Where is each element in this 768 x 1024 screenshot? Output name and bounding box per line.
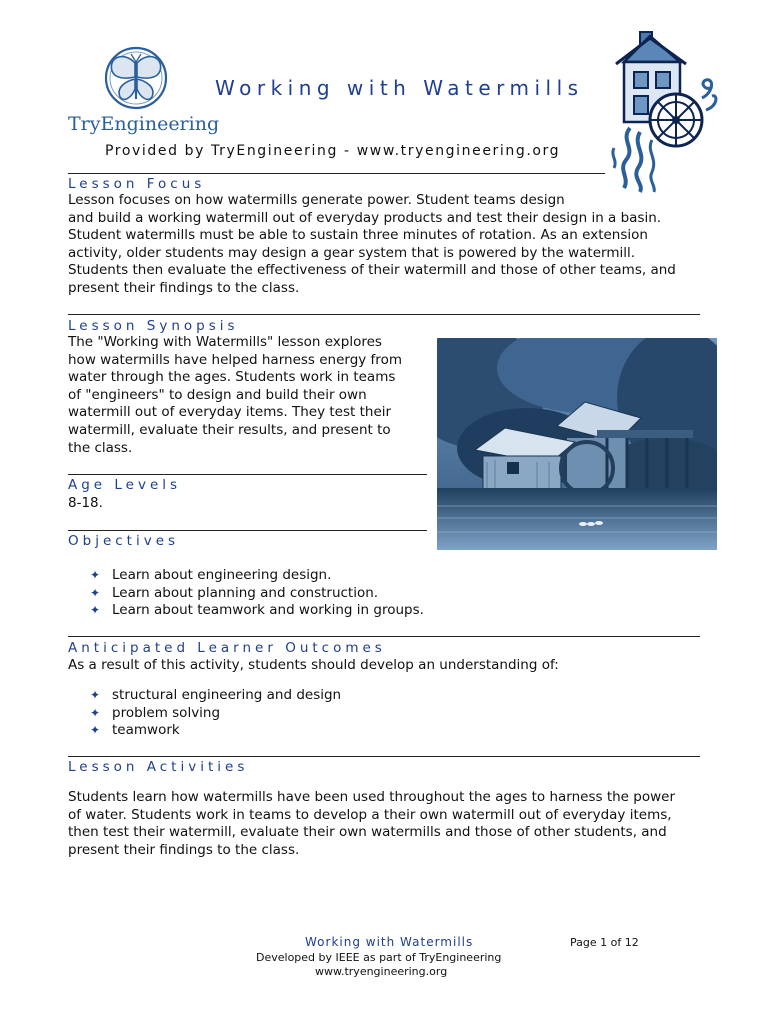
text-line: the class.: [68, 439, 133, 456]
list-item: [90, 722, 341, 740]
text-line: Students learn how watermills have been used throughout the ages to harness the power: [68, 789, 675, 805]
list-item-text: Learn about teamwork and working in groups.: [112, 602, 424, 619]
text-line: present their findings to the class.: [68, 279, 300, 296]
list-item-text: Learn about planning and construction.: [112, 584, 379, 601]
watermill-icon: [610, 28, 722, 194]
text-line: present their findings to the class.: [68, 841, 300, 858]
text-line: how watermills have helped harness energy from: [68, 351, 402, 368]
section-heading-lesson-focus: Lesson Focus: [68, 176, 206, 192]
text-line: Lesson focuses on how watermills generate power. Student teams design: [68, 192, 565, 208]
watermill-photo: [437, 338, 717, 550]
divider: [68, 314, 700, 315]
star-bullet-icon: ✦: [90, 568, 101, 582]
mill-photo-image: [437, 338, 717, 550]
tryengineering-logo: [100, 45, 172, 111]
star-bullet-icon: ✦: [90, 723, 101, 738]
section-heading-learner-outcomes: Anticipated Learner Outcomes: [68, 640, 386, 656]
text-line: The "Working with Watermills" lesson explores: [68, 334, 382, 350]
section-heading-lesson-synopsis: Lesson Synopsis: [68, 318, 239, 334]
lesson-focus-text: [68, 192, 676, 298]
list-item: [90, 687, 341, 705]
divider: [68, 173, 605, 174]
section-heading-age-levels: Age Levels: [68, 477, 182, 493]
lesson-activities-text: [68, 789, 675, 859]
footer-url: www.tryengineering.org: [315, 965, 448, 978]
star-bullet-icon: ✦: [90, 688, 101, 702]
text-line: watermill out of everyday items. They test their: [68, 404, 392, 421]
list-item-text: Learn about engineering design.: [112, 567, 332, 583]
list-item-text: teamwork: [112, 722, 180, 739]
butterfly-icon: [100, 45, 172, 111]
list-item: [90, 705, 341, 723]
text-line: activity, older students may design a gear system that is powered by the watermill.: [68, 244, 636, 261]
watermill-clipart: [610, 28, 722, 194]
section-heading-lesson-activities: Lesson Activities: [68, 759, 249, 775]
page-title: Working with Watermills: [215, 76, 584, 100]
provided-by: Provided by TryEngineering - www.tryengineering.org: [105, 143, 561, 159]
section-heading-objectives: Objectives: [68, 533, 180, 549]
text-line: Students then evaluate the effectiveness of their watermill and those of other teams, and: [68, 262, 676, 279]
list-item: [90, 585, 424, 603]
list-item-text: problem solving: [112, 704, 221, 721]
outcomes-intro: As a result of this activity, students should develop an understanding of:: [68, 657, 559, 673]
text-line: water through the ages. Students work in teams: [68, 369, 396, 386]
footer-title: Working with Watermills: [305, 935, 474, 949]
star-bullet-icon: ✦: [90, 705, 101, 720]
footer-developed-by: Developed by IEEE as part of TryEngineering: [256, 951, 502, 964]
text-line: of water. Students work in teams to develop a their own watermill out of everyday items,: [68, 806, 672, 823]
objectives-list: [90, 567, 424, 620]
divider: [68, 474, 427, 475]
divider: [68, 530, 427, 531]
lesson-synopsis-text: [68, 334, 402, 457]
outcomes-list: [90, 687, 341, 740]
brand-name: TryEngineering: [68, 113, 220, 135]
star-bullet-icon: ✦: [90, 603, 101, 618]
list-item: [90, 602, 424, 620]
list-item-text: structural engineering and design: [112, 687, 342, 703]
list-item: [90, 567, 424, 585]
text-line: then test their watermill, evaluate their own watermills and those of other students, and: [68, 824, 667, 841]
age-levels-value: 8-18.: [68, 495, 103, 511]
star-bullet-icon: ✦: [90, 585, 101, 600]
text-line: and build a working watermill out of everyday products and test their design in a basin.: [68, 209, 662, 226]
page-number: Page 1 of 12: [570, 936, 639, 949]
text-line: Student watermills must be able to sustain three minutes of rotation. As an extension: [68, 227, 648, 244]
divider: [68, 756, 700, 757]
text-line: of "engineers" to design and build their own: [68, 386, 367, 403]
text-line: watermill, evaluate their results, and present to: [68, 421, 391, 438]
divider: [68, 636, 700, 637]
